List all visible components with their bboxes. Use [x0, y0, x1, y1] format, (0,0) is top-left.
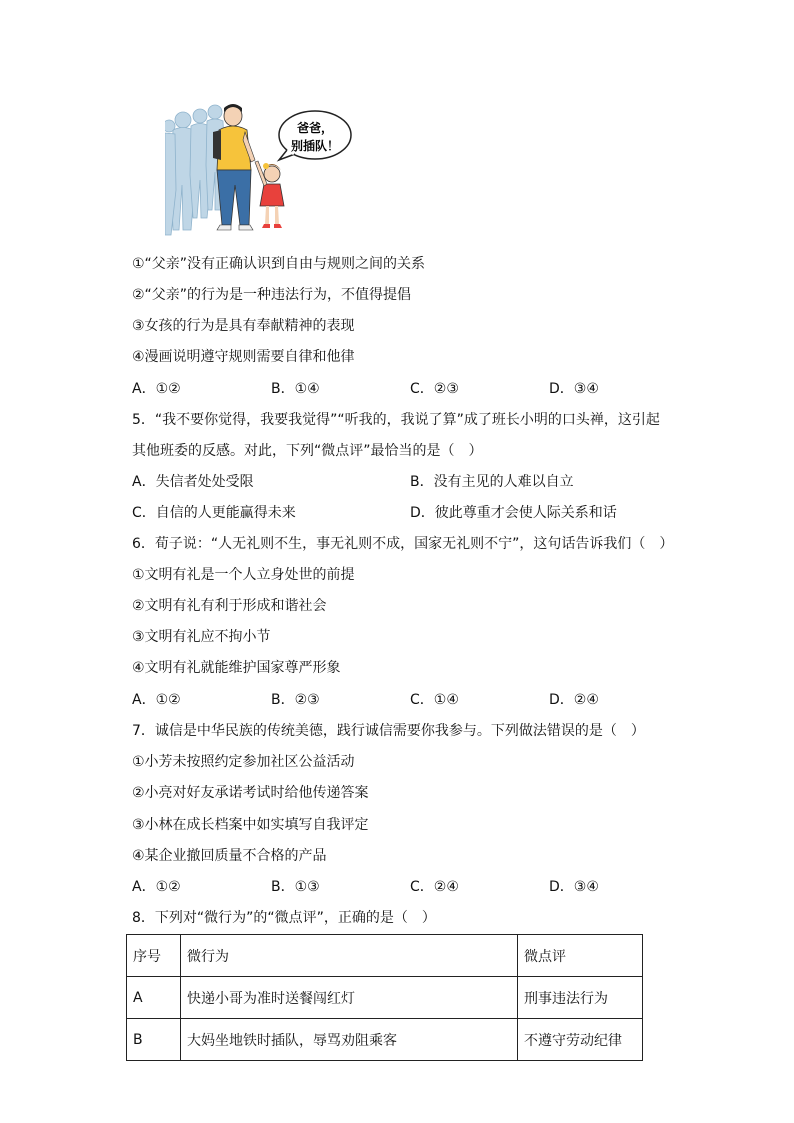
q7-option-a[interactable]: A．①②	[132, 879, 181, 895]
speech-bubble	[279, 111, 351, 160]
q4-options	[132, 379, 662, 399]
girl-figure	[255, 161, 284, 228]
q4-item-4: ④漫画说明遵守规则需要自律和他律	[132, 349, 355, 365]
q6-option-a[interactable]: A．①②	[132, 692, 181, 708]
q6-item-1: ①文明有礼是一个人立身处世的前提	[132, 567, 355, 583]
q5-options-row2	[132, 503, 662, 523]
q7-option-d[interactable]: D．③④	[549, 879, 599, 895]
q5-option-c[interactable]: C．自信的人更能赢得未来	[132, 505, 296, 521]
q8-stem: 8．下列对“微行为”的“微点评”，正确的是（ ）	[132, 910, 436, 926]
q5-stem-line2: 其他班委的反感。对此，下列“微点评”最恰当的是（ ）	[132, 443, 483, 459]
table-header-cell: 微行为	[181, 935, 518, 977]
q6-item-4: ④文明有礼就能维护国家尊严形象	[132, 660, 341, 676]
table-cell: 快递小哥为准时送餐闯红灯	[181, 977, 518, 1019]
q6-options	[132, 690, 662, 710]
q7-item-3: ③小林在成长档案中如实填写自我评定	[132, 817, 369, 833]
table-cell: 刑事违法行为	[518, 977, 643, 1019]
bubble-text-line2: 别插队！	[290, 139, 340, 153]
table-header-cell: 序号	[127, 935, 181, 977]
q7-option-b[interactable]: B．①③	[271, 879, 320, 895]
table-row	[127, 1019, 643, 1061]
q6-stem: 6．荀子说：“人无礼则不生，事无礼则不成，国家无礼则不宁”，这句话告诉我们（ ）	[132, 536, 674, 552]
table-cell: B	[127, 1019, 181, 1061]
q4-item-3: ③女孩的行为是具有奉献精神的表现	[132, 318, 355, 334]
table-cell: 大妈坐地铁时插队，辱骂劝阻乘客	[181, 1019, 518, 1061]
crowd-silhouettes	[165, 105, 225, 235]
q6-item-3: ③文明有礼应不拘小节	[132, 629, 271, 645]
q4-option-a[interactable]: A．①②	[132, 381, 181, 397]
q5-option-a[interactable]: A．失信者处处受限	[132, 474, 254, 490]
q8-table	[126, 934, 643, 1061]
table-cell: 不遵守劳动纪律	[518, 1019, 643, 1061]
q6-option-c[interactable]: C．①④	[410, 692, 459, 708]
q7-options	[132, 877, 662, 897]
q5-options-row1	[132, 472, 662, 492]
q5-option-d[interactable]: D．彼此尊重才会使人际关系和话	[410, 505, 617, 521]
q6-option-d[interactable]: D．②④	[549, 692, 599, 708]
q6-item-2: ②文明有礼有利于形成和谐社会	[132, 598, 327, 614]
q5-stem-line1: 5．“我不要你觉得，我要我觉得”“听我的，我说了算”成了班长小明的口头禅，这引起	[132, 412, 660, 428]
q7-item-1: ①小芳未按照约定参加社区公益活动	[132, 754, 355, 770]
table-row	[127, 977, 643, 1019]
q4-item-2: ②“父亲”的行为是一种违法行为，不值得提倡	[132, 287, 412, 303]
q7-stem: 7．诚信是中华民族的传统美德，践行诚信需要你我参与。下列做法错误的是（ ）	[132, 723, 645, 739]
table-cell: A	[127, 977, 181, 1019]
q4-option-d[interactable]: D．③④	[549, 381, 599, 397]
q4-option-c[interactable]: C．②③	[410, 381, 459, 397]
q4-item-1: ①“父亲”没有正确认识到自由与规则之间的关系	[132, 256, 426, 272]
table-header-cell: 微点评	[518, 935, 643, 977]
q7-item-4: ④某企业撤回质量不合格的产品	[132, 848, 327, 864]
q6-option-b[interactable]: B．②③	[271, 692, 320, 708]
q4-option-b[interactable]: B．①④	[271, 381, 320, 397]
bubble-text-line1: 爸爸，	[296, 121, 334, 135]
queue-cutting-comic	[165, 100, 355, 245]
q7-option-c[interactable]: C．②④	[410, 879, 459, 895]
q5-option-b[interactable]: B．没有主见的人难以自立	[410, 474, 574, 490]
table-header-row	[127, 935, 643, 977]
q7-item-2: ②小亮对好友承诺考试时给他传递答案	[132, 785, 369, 801]
